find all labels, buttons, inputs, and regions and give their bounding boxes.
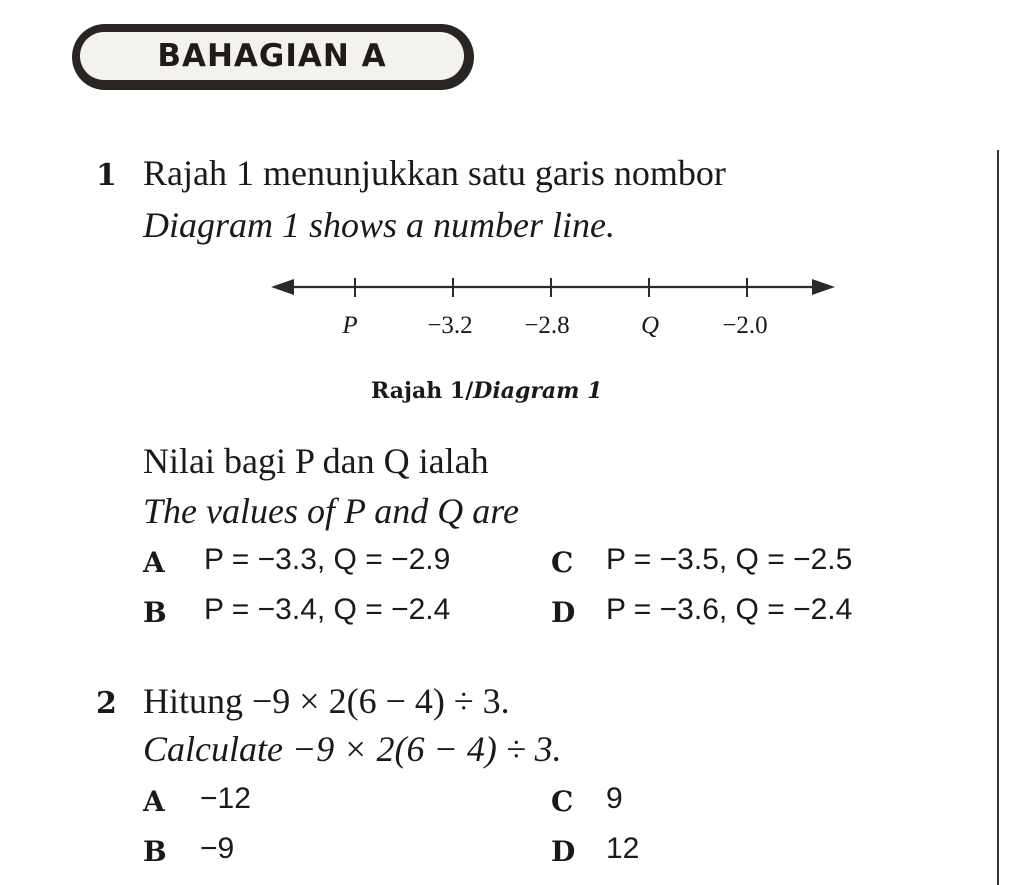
section-title: BAHAGIAN A — [157, 38, 387, 74]
option-letter: C — [551, 785, 574, 818]
option-letter: A — [143, 546, 165, 579]
number-line-label: −3.2 — [427, 312, 473, 339]
right-arrow-icon — [812, 279, 835, 295]
option-text: P = −3.4, Q = −2.4 — [204, 593, 451, 626]
number-line-label: Q — [640, 312, 660, 339]
option-text: 12 — [606, 832, 640, 865]
question-1-stem-ms: Rajah 1 menunjukkan satu garis nombor — [143, 153, 726, 193]
number-line-label: −2.8 — [524, 312, 570, 339]
number-line-label: P — [342, 312, 358, 339]
question-1-stem-en: Diagram 1 shows a number line. — [143, 205, 616, 245]
option-letter: D — [551, 596, 576, 629]
diagram-caption-ms: Rajah 1/ — [371, 378, 474, 404]
option-letter: C — [551, 546, 574, 579]
question-2-stem-en: Calculate −9 × 2(6 − 4) ÷ 3. — [143, 729, 562, 769]
question-1-prompt-en: The values of P and Q are — [143, 491, 519, 531]
option-text: P = −3.3, Q = −2.9 — [204, 543, 451, 576]
option-letter: A — [143, 785, 165, 818]
diagram-caption-en: Diagram 1 — [473, 378, 603, 404]
question-1-number: 1 — [96, 158, 117, 193]
option-text: P = −3.5, Q = −2.5 — [606, 543, 853, 576]
option-letter: B — [143, 835, 167, 868]
option-text: P = −3.6, Q = −2.4 — [606, 593, 853, 626]
option-text: 9 — [606, 782, 623, 815]
left-arrow-icon — [271, 279, 294, 295]
question-2-stem-ms: Hitung −9 × 2(6 − 4) ÷ 3. — [143, 681, 510, 721]
question-2-number: 2 — [96, 686, 117, 721]
option-text: −12 — [200, 782, 251, 815]
number-line-label: −2.0 — [722, 312, 768, 339]
option-letter: B — [143, 596, 167, 629]
option-text: −9 — [200, 832, 235, 865]
option-letter: D — [551, 835, 576, 868]
diagram-caption — [371, 378, 602, 404]
question-1-prompt-ms: Nilai bagi P dan Q ialah — [143, 441, 489, 481]
